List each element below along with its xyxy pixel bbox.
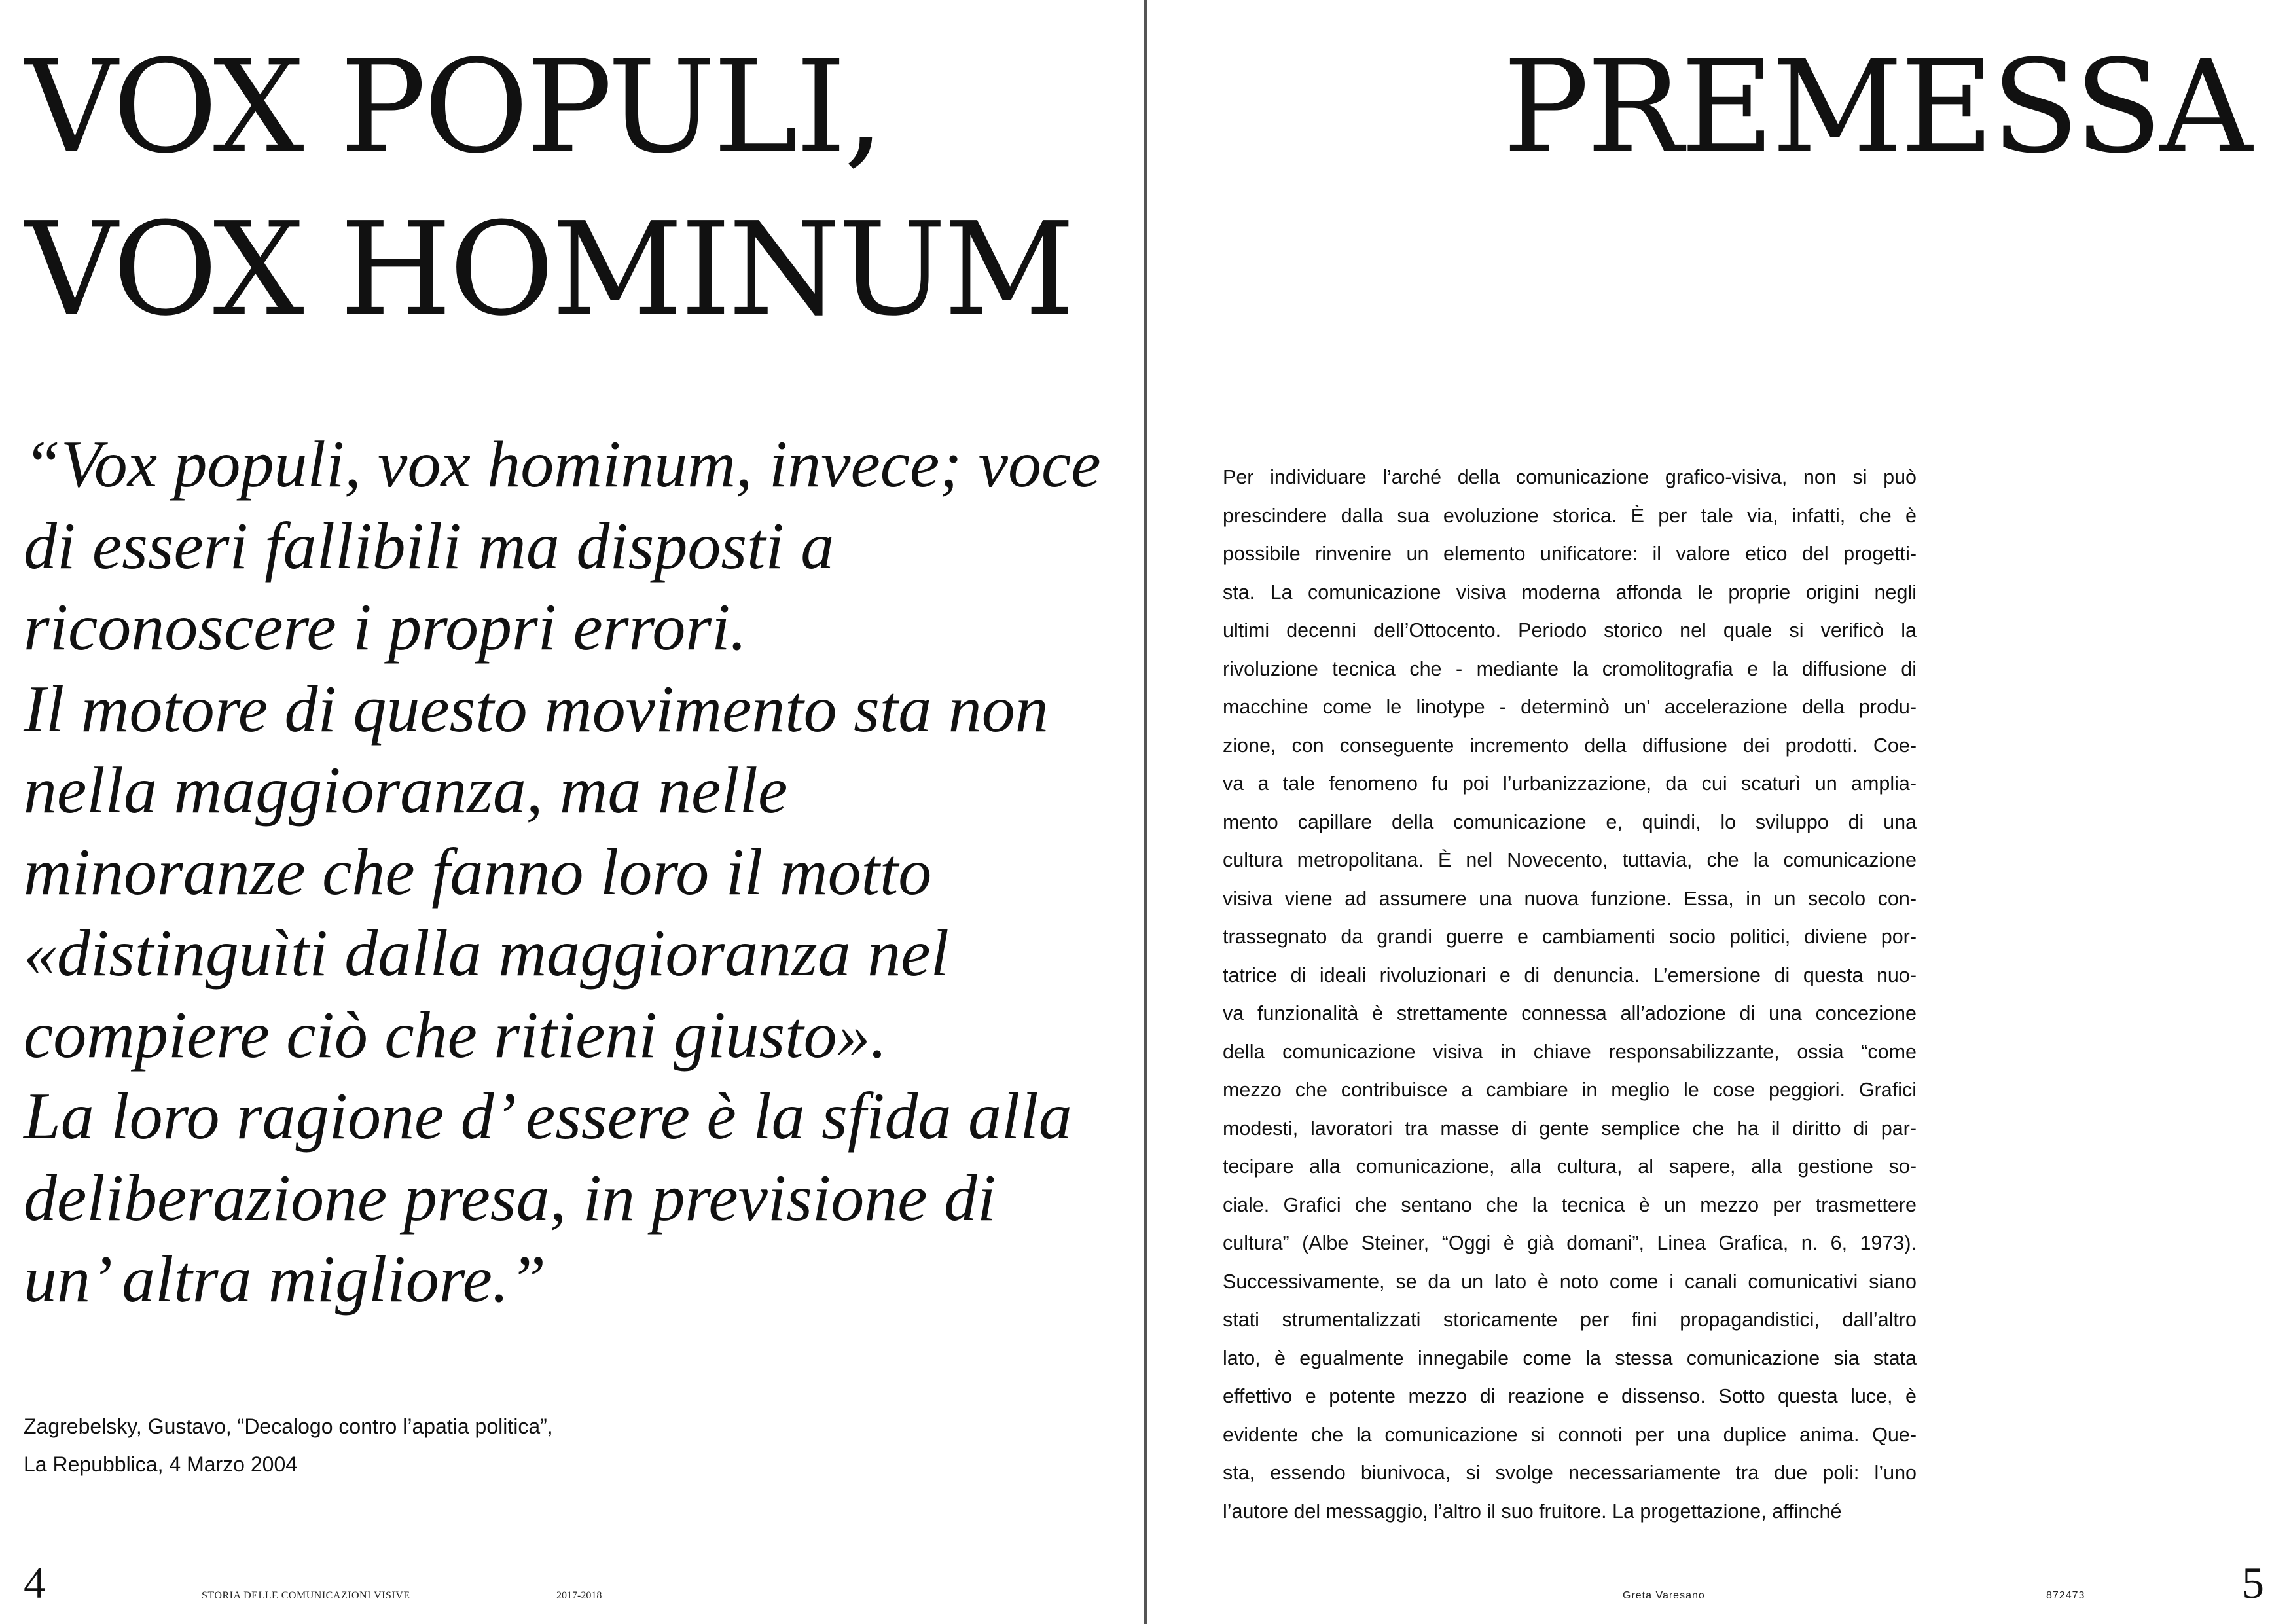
body-line: rivoluzione tecnica che - mediante la cromolitografia e la diffusione di — [1223, 657, 1917, 680]
body-line: va funzionalità è strettamente connessa all’adozione di una concezione — [1223, 1002, 1917, 1024]
epigraph-quote — [24, 424, 1101, 1321]
quote-line: «distinguìti dalla maggioranza nel — [24, 916, 949, 990]
body-line: modesti, lavoratori tra masse di gente semplice che ha il diritto di par- — [1223, 1117, 1917, 1140]
body-line: evidente che la comunicazione si connoti per una duplice anima. Que- — [1223, 1423, 1917, 1446]
quote-citation — [24, 1407, 553, 1483]
quote-line: deliberazione presa, in previsione di — [24, 1161, 996, 1235]
quote-line: compiere ciò che ritieni giusto». — [24, 998, 888, 1072]
left-page-title — [25, 26, 1072, 351]
body-line: sta. La comunicazione visiva moderna affonda le proprie origini negli — [1223, 581, 1917, 604]
body-line: cultura” (Albe Steiner, “Oggi è già domani”, Linea Grafica, n. 6, 1973). — [1223, 1232, 1917, 1254]
quote-line: La loro ragione d’ essere è la sfida alla — [24, 1079, 1072, 1153]
body-line: Per individuare l’arché della comunicazione grafico-visiva, non si può — [1223, 466, 1917, 488]
body-line: macchine come le linotype - determinò un’ accelerazione della produ- — [1223, 696, 1917, 718]
title-line: VOX HOMINUM — [25, 195, 1073, 344]
body-line: zione, con conseguente incremento della diffusione dei prodotti. Coe- — [1223, 734, 1917, 757]
body-line: ultimi decenni dell’Ottocento. Periodo storico nel quale si verificò la — [1223, 619, 1917, 641]
body-line: trassegnato da grandi guerre e cambiamenti socio politici, diviene por- — [1223, 926, 1917, 948]
body-line: prescindere dalla sua evoluzione storica. È per tale via, infatti, che è — [1223, 504, 1917, 527]
footer-course-title: STORIA DELLE COMUNICAZIONI VISIVE — [202, 1590, 410, 1601]
body-line: l’autore del messaggio, l’altro il suo fruitore. La progettazione, affinché — [1223, 1500, 1842, 1523]
body-line: tecipare alla comunicazione, alla cultura, al sapere, alla gestione so- — [1223, 1155, 1917, 1178]
footer-author-name: Greta Varesano — [1623, 1590, 1705, 1601]
citation-line: Zagrebelsky, Gustavo, “Decalogo contro l’apatia politica”, — [24, 1415, 553, 1438]
quote-line: nella maggioranza, ma nelle — [24, 753, 788, 827]
footer-academic-year: 2017-2018 — [556, 1590, 602, 1601]
body-line: della comunicazione visiva in chiave responsabilizzante, ossia “come — [1223, 1040, 1917, 1063]
page-number-left: 4 — [24, 1558, 46, 1608]
body-line: stati strumentalizzati storicamente per fini propagandistici, dall’altro — [1223, 1308, 1917, 1331]
body-line: mento capillare della comunicazione e, quindi, lo sviluppo di una — [1223, 810, 1917, 833]
quote-line: un’ altra migliore.” — [24, 1242, 547, 1316]
quote-line: di esseri fallibili ma disposti a — [24, 509, 835, 583]
body-line: Successivamente, se da un lato è noto come i canali comunicativi siano — [1223, 1270, 1917, 1293]
right-page-title: PREMESSA — [1503, 33, 2250, 182]
body-line: visiva viene ad assumere una nuova funzione. Essa, in un secolo con- — [1223, 887, 1917, 910]
body-line: effettivo e potente mezzo di reazione e dissenso. Sotto questa luce, è — [1223, 1385, 1917, 1407]
footer-student-id: 872473 — [2046, 1590, 2085, 1601]
premessa-body-text — [1223, 458, 1917, 1530]
body-line: sta, essendo biunivoca, si svolge necessariamente tra due poli: l’uno — [1223, 1462, 1917, 1484]
quote-line: riconoscere i propri errori. — [24, 590, 747, 664]
body-line: mezzo che contribuisce a cambiare in meglio le cose peggiori. Grafici — [1223, 1079, 1917, 1101]
body-line: ciale. Grafici che sentano che la tecnica è un mezzo per trasmettere — [1223, 1193, 1917, 1216]
citation-line: La Repubblica, 4 Marzo 2004 — [24, 1453, 298, 1476]
body-line: cultura metropolitana. È nel Novecento, tuttavia, che la comunicazione — [1223, 849, 1917, 871]
quote-line: “Vox populi, vox hominum, invece; voce — [24, 427, 1101, 501]
page-gutter-divider — [1144, 0, 1147, 1624]
quote-line: minoranze che fanno loro il motto — [24, 835, 932, 909]
left-page — [0, 0, 1144, 1624]
body-line: va a tale fenomeno fu poi l’urbanizzazione, da cui scaturì un amplia- — [1223, 772, 1917, 795]
body-line: possibile rinvenire un elemento unificatore: il valore etico del progetti- — [1223, 543, 1917, 565]
page-number-right: 5 — [2242, 1558, 2264, 1608]
quote-line: Il motore di questo movimento sta non — [24, 672, 1049, 746]
body-line: tatrice di ideali rivoluzionari e di denuncia. L’emersione di questa nuo- — [1223, 964, 1917, 986]
body-line: lato, è egualmente innegabile come la stessa comunicazione sia stata — [1223, 1346, 1917, 1369]
title-line: VOX POPULI, — [25, 33, 882, 182]
